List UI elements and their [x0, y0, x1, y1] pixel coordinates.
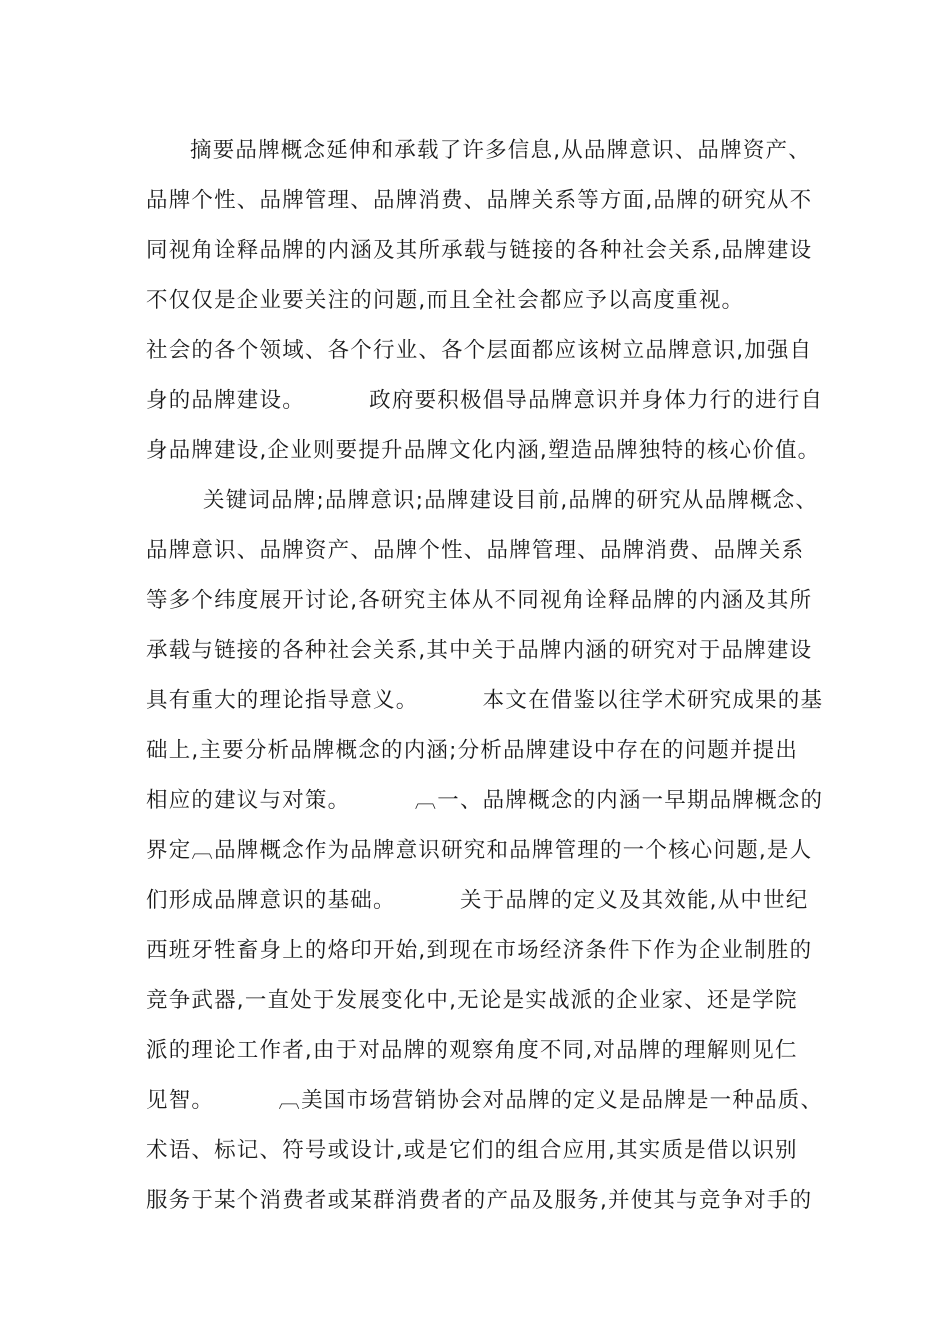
text-line: 服务于某个消费者或某群消费者的产品及服务,并使其与竞争对手的: [146, 1188, 813, 1213]
text-line: 竞争武器,一直处于发展变化中,无论是实战派的企业家、还是学院: [146, 988, 798, 1013]
text-line: 社会的各个领域、各个行业、各个层面都应该树立品牌意识,加强自: [146, 338, 813, 363]
text-line: 身的品牌建设。 政府要积极倡导品牌意识并身体力行的进行自: [146, 388, 824, 413]
text-line: 界定︹品牌概念作为品牌意识研究和品牌管理的一个核心问题,是人: [146, 838, 813, 863]
text-line: 品牌个性、品牌管理、品牌消费、品牌关系等方面,品牌的研究从不: [146, 188, 813, 213]
text-line: 身品牌建设,企业则要提升品牌文化内涵,塑造品牌独特的核心价值。: [146, 438, 821, 463]
text-line: 派的理论工作者,由于对品牌的观察角度不同,对品牌的理解则见仁: [146, 1038, 798, 1063]
text-line: 术语、标记、符号或设计,或是它们的组合应用,其实质是借以识别: [146, 1138, 798, 1163]
text-line: 承载与链接的各种社会关系,其中关于品牌内涵的研究对于品牌建设: [146, 638, 813, 663]
text-line: 关键词品牌;品牌意识;品牌建设目前,品牌的研究从品牌概念、: [203, 488, 819, 513]
text-line: 础上,主要分析品牌概念的内涵;分析品牌建设中存在的问题并提出: [146, 738, 799, 763]
text-line: 们形成品牌意识的基础。 关于品牌的定义及其效能,从中世纪: [146, 888, 809, 913]
text-line: 同视角诠释品牌的内涵及其所承载与链接的各种社会关系,品牌建设: [146, 238, 813, 263]
text-line: 等多个纬度展开讨论,各研究主体从不同视角诠释品牌的内涵及其所: [146, 588, 813, 613]
text-line: 具有重大的理论指导意义。 本文在借鉴以往学术研究成果的基: [146, 688, 824, 713]
text-line: 不仅仅是企业要关注的问题,而且全社会都应予以高度重视。: [146, 288, 745, 313]
text-line: 西班牙牲畜身上的烙印开始,到现在市场经济条件下作为企业制胜的: [146, 938, 813, 963]
text-line: 相应的建议与对策。 ︹一、品牌概念的内涵一早期品牌概念的: [146, 788, 824, 813]
text-line: 见智。 ︹美国市场营销协会对品牌的定义是品牌是一种品质、: [146, 1088, 824, 1113]
text-line: 品牌意识、品牌资产、品牌个性、品牌管理、品牌消费、品牌关系: [146, 538, 805, 563]
text-line: 摘要品牌概念延伸和承载了许多信息,从品牌意识、品牌资产、: [190, 138, 811, 163]
